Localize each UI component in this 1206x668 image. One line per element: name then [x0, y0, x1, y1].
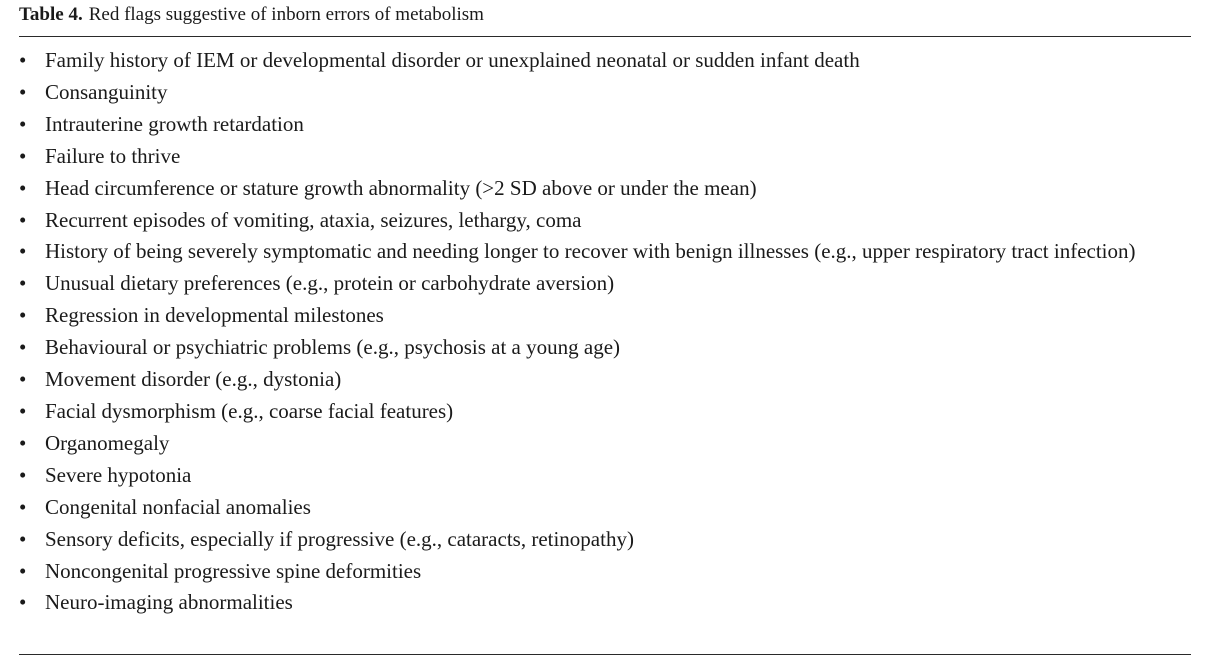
list-item	[19, 332, 1191, 364]
list-item-text: Organomegaly	[45, 430, 170, 455]
list-item	[19, 587, 1191, 619]
list-item-text: History of being severely symptomatic and needing longer to recover with benign illnesses (e.g., upper respiratory tract infection)	[45, 239, 1136, 264]
list-item-text: Facial dysmorphism (e.g., coarse facial features)	[45, 398, 454, 423]
bullet-icon: •	[19, 590, 27, 615]
bullet-icon: •	[19, 558, 27, 583]
list-item	[19, 141, 1191, 173]
list-item	[19, 492, 1191, 524]
table-caption	[19, 3, 484, 27]
bullet-icon: •	[19, 526, 27, 551]
bullet-icon: •	[19, 271, 27, 296]
bullet-icon: •	[19, 111, 27, 136]
table-title: Red flags suggestive of inborn errors of metabolism	[88, 4, 484, 25]
list-item	[19, 524, 1191, 556]
list-item	[19, 428, 1191, 460]
list-item	[19, 364, 1191, 396]
list-item-text: Noncongenital progressive spine deformities	[45, 558, 422, 583]
list-item	[19, 109, 1191, 141]
list-item-text: Movement disorder (e.g., dystonia)	[45, 367, 342, 392]
bullet-icon: •	[19, 430, 27, 455]
table-label: Table 4.	[19, 4, 83, 25]
bottom-rule	[19, 654, 1191, 655]
bullet-icon: •	[19, 494, 27, 519]
list-item	[19, 45, 1191, 77]
bullet-icon: •	[19, 79, 27, 104]
list-item-text: Congenital nonfacial anomalies	[45, 494, 311, 519]
list-item-text: Consanguinity	[45, 79, 168, 104]
list-item-text: Unusual dietary preferences (e.g., protein or carbohydrate aversion)	[45, 271, 615, 296]
list-item-text: Behavioural or psychiatric problems (e.g., psychosis at a young age)	[45, 335, 621, 360]
bullet-icon: •	[19, 462, 27, 487]
list-item	[19, 396, 1191, 428]
list-item-text: Regression in developmental milestones	[45, 303, 384, 328]
bullet-icon: •	[19, 398, 27, 423]
list-item-text: Head circumference or stature growth abnormality (>2 SD above or under the mean)	[45, 175, 757, 200]
bullet-icon: •	[19, 48, 27, 72]
list-item	[19, 236, 1191, 268]
list-item	[19, 173, 1191, 205]
bullet-icon: •	[19, 367, 27, 392]
list-item-text: Failure to thrive	[45, 143, 181, 168]
list-item	[19, 460, 1191, 492]
top-rule	[19, 36, 1191, 37]
list-item-text: Family history of IEM or developmental disorder or unexplained neonatal or sudden infant death	[45, 48, 860, 72]
list-item-text: Severe hypotonia	[45, 462, 192, 487]
bullet-icon: •	[19, 335, 27, 360]
list-item	[19, 205, 1191, 237]
list-item-text: Intrauterine growth retardation	[45, 111, 304, 136]
bullet-icon: •	[19, 175, 27, 200]
bullet-icon: •	[19, 303, 27, 328]
bullet-icon: •	[19, 239, 27, 264]
list-item-text: Neuro-imaging abnormalities	[45, 590, 293, 615]
red-flags-list	[19, 45, 1191, 619]
list-item	[19, 77, 1191, 109]
bullet-icon: •	[19, 207, 27, 232]
list-item-text: Sensory deficits, especially if progressive (e.g., cataracts, retinopathy)	[45, 526, 634, 551]
list-item	[19, 556, 1191, 588]
bullet-icon: •	[19, 143, 27, 168]
list-item	[19, 300, 1191, 332]
list-item-text: Recurrent episodes of vomiting, ataxia, seizures, lethargy, coma	[45, 207, 582, 232]
list-item	[19, 268, 1191, 300]
